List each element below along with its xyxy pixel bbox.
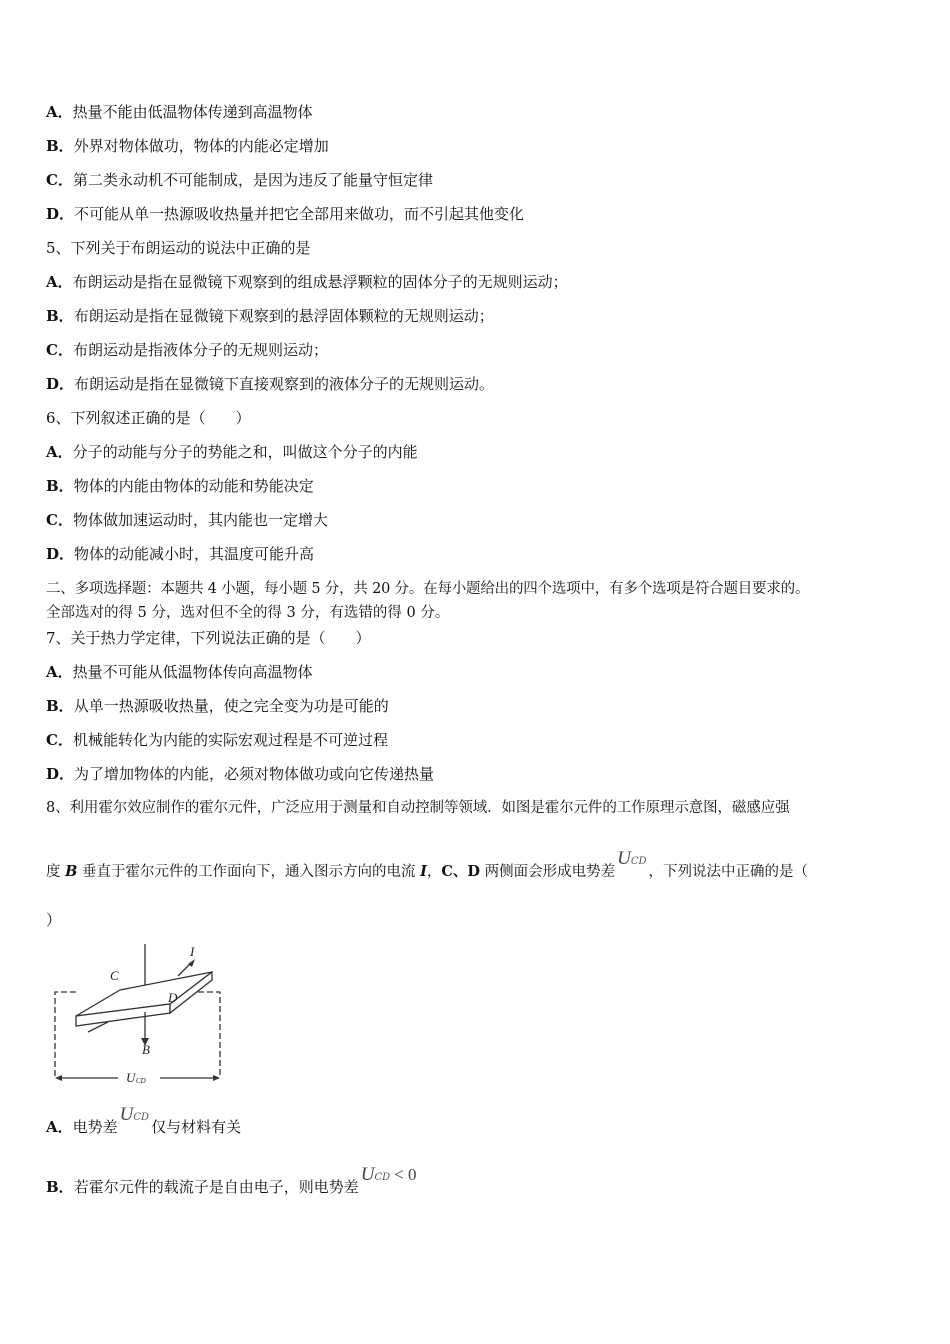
q4-option-a bbox=[46, 101, 313, 123]
option-letter: C． bbox=[46, 731, 73, 749]
q8-text: ，下列说法中正确的是（ bbox=[648, 864, 809, 880]
q5-option-c bbox=[46, 339, 328, 361]
option-text: 机械能转化为内能的实际宏观过程是不可逆过程 bbox=[72, 731, 388, 749]
option-letter: D． bbox=[46, 205, 75, 223]
q8-stem-line2 bbox=[46, 848, 809, 885]
option-text: 不可能从单一热源吸收热量并把它全部用来做功，而不引起其他变化 bbox=[74, 205, 525, 223]
hall-element-figure bbox=[50, 942, 230, 1092]
q8-formula-ucd bbox=[361, 1166, 417, 1184]
q8-symbol-b: B bbox=[65, 863, 78, 880]
q8-formula-ucd bbox=[120, 1106, 149, 1124]
q8-text: 两侧面会形成电势差 bbox=[480, 864, 616, 880]
option-letter: A． bbox=[46, 103, 73, 121]
voltage-arrowhead-right bbox=[213, 1075, 220, 1081]
q7-stem: 7、关于热力学定律，下列说法正确的是（ ） bbox=[46, 629, 371, 647]
option-text: 布朗运动是指在显微镜下观察到的悬浮固体颗粒的无规则运动； bbox=[73, 307, 494, 325]
option-text: 物体的内能由物体的动能和势能决定 bbox=[73, 477, 314, 495]
formula-u: U bbox=[119, 1104, 134, 1125]
q7-option-b bbox=[46, 695, 389, 717]
option-letter: B． bbox=[46, 697, 74, 715]
option-letter: B． bbox=[46, 307, 74, 325]
option-text: 外界对物体做功，物体的内能必定增加 bbox=[73, 137, 329, 155]
option-letter: A． bbox=[46, 1118, 73, 1136]
q8-option-a bbox=[46, 1104, 242, 1141]
formula-sub-cd: CD bbox=[630, 856, 647, 867]
q6-option-a bbox=[46, 441, 418, 463]
label-u-sub: CD bbox=[136, 1077, 146, 1085]
label-u: U bbox=[126, 1070, 136, 1085]
option-text: 从单一热源吸收热量，使之完全变为功是可能的 bbox=[73, 697, 389, 715]
option-text: 若霍尔元件的载流子是自由电子，则电势差 bbox=[73, 1178, 359, 1196]
formula-sub-cd: CD bbox=[133, 1112, 150, 1123]
label-d: D bbox=[168, 990, 178, 1005]
q8-formula-ucd bbox=[617, 848, 647, 869]
option-text: 电势差 bbox=[72, 1118, 118, 1136]
option-text: 物体做加速运动时，其内能也一定增大 bbox=[72, 511, 328, 529]
q5-stem: 5、下列关于布朗运动的说法中正确的是 bbox=[46, 239, 311, 257]
q7-option-d bbox=[46, 763, 434, 785]
option-letter: A． bbox=[46, 273, 73, 291]
voltage-arrowhead-left bbox=[55, 1075, 62, 1081]
formula-u: U bbox=[360, 1164, 375, 1185]
option-text: 布朗运动是指在显微镜下观察到的组成悬浮颗粒的固体分子的无规则运动； bbox=[72, 273, 568, 291]
option-letter: B． bbox=[46, 1178, 74, 1196]
circuit-right bbox=[198, 992, 220, 1078]
option-text: 物体的动能减小时，其温度可能升高 bbox=[74, 545, 315, 563]
option-text: 热量不能由低温物体传递到高温物体 bbox=[72, 103, 313, 121]
label-c: C bbox=[110, 968, 119, 983]
option-text: 仅与材料有关 bbox=[151, 1118, 242, 1136]
circuit-left bbox=[55, 992, 76, 1078]
q8-stem-line3: ） bbox=[46, 911, 62, 929]
q7-option-c bbox=[46, 729, 388, 751]
q4-option-d bbox=[46, 203, 524, 225]
option-text: 布朗运动是指液体分子的无规则运动； bbox=[72, 341, 328, 359]
q8-text: 度 bbox=[46, 864, 66, 880]
formula-u: U bbox=[617, 848, 631, 869]
q8-text: 垂直于霍尔元件的工作面向下，通入图示方向的电流 bbox=[77, 864, 421, 880]
q7-option-a bbox=[46, 661, 313, 683]
q8-option-b bbox=[46, 1164, 418, 1201]
option-letter: A． bbox=[46, 443, 73, 461]
option-letter: D． bbox=[46, 545, 75, 563]
q4-option-c bbox=[46, 169, 433, 191]
section2-line1: 二、多项选择题：本题共 4 小题，每小题 5 分，共 20 分。在每小题给出的四个选项中，有多个选项是符合题目要求的。 bbox=[46, 581, 810, 597]
option-letter: B． bbox=[46, 137, 74, 155]
option-text: 为了增加物体的内能，必须对物体做功或向它传递热量 bbox=[74, 765, 435, 783]
q6-stem: 6、下列叙述正确的是（ ） bbox=[46, 409, 251, 427]
q4-option-b bbox=[46, 135, 329, 157]
q5-option-a bbox=[46, 271, 568, 293]
q6-option-b bbox=[46, 475, 314, 497]
formula-less-than-zero: < 0 bbox=[394, 1165, 417, 1184]
formula-sub-cd: CD bbox=[374, 1172, 391, 1183]
option-text: 热量不可能从低温物体传向高温物体 bbox=[72, 663, 313, 681]
q5-option-b bbox=[46, 305, 494, 327]
q8-symbol-i: I bbox=[420, 863, 427, 880]
q8-text: ， bbox=[426, 864, 442, 880]
q8-symbol-cd: C、D bbox=[441, 863, 481, 880]
option-letter: C． bbox=[46, 511, 73, 529]
q8-stem-line1: 8、利用霍尔效应制作的霍尔元件，广泛应用于测量和自动控制等领域．如图是霍尔元件的工作原理示意图，磁感应强 bbox=[46, 800, 790, 816]
option-letter: B． bbox=[46, 477, 74, 495]
option-letter: D． bbox=[46, 375, 75, 393]
q5-option-d bbox=[46, 373, 494, 395]
option-text: 分子的动能与分子的势能之和，叫做这个分子的内能 bbox=[72, 443, 418, 461]
option-text: 第二类永动机不可能制成，是因为违反了能量守恒定律 bbox=[72, 171, 433, 189]
option-letter: D． bbox=[46, 765, 75, 783]
section2-line2: 全部选对的得 5 分，选对但不全的得 3 分，有选错的得 0 分。 bbox=[46, 605, 450, 621]
option-text: 布朗运动是指在显微镜下直接观察到的液体分子的无规则运动。 bbox=[74, 375, 495, 393]
option-letter: C． bbox=[46, 341, 73, 359]
q6-option-d bbox=[46, 543, 314, 565]
label-i: I bbox=[190, 944, 195, 959]
option-letter: A． bbox=[46, 663, 73, 681]
label-b: B bbox=[142, 1042, 150, 1057]
option-letter: C． bbox=[46, 171, 73, 189]
q6-option-c bbox=[46, 509, 328, 531]
